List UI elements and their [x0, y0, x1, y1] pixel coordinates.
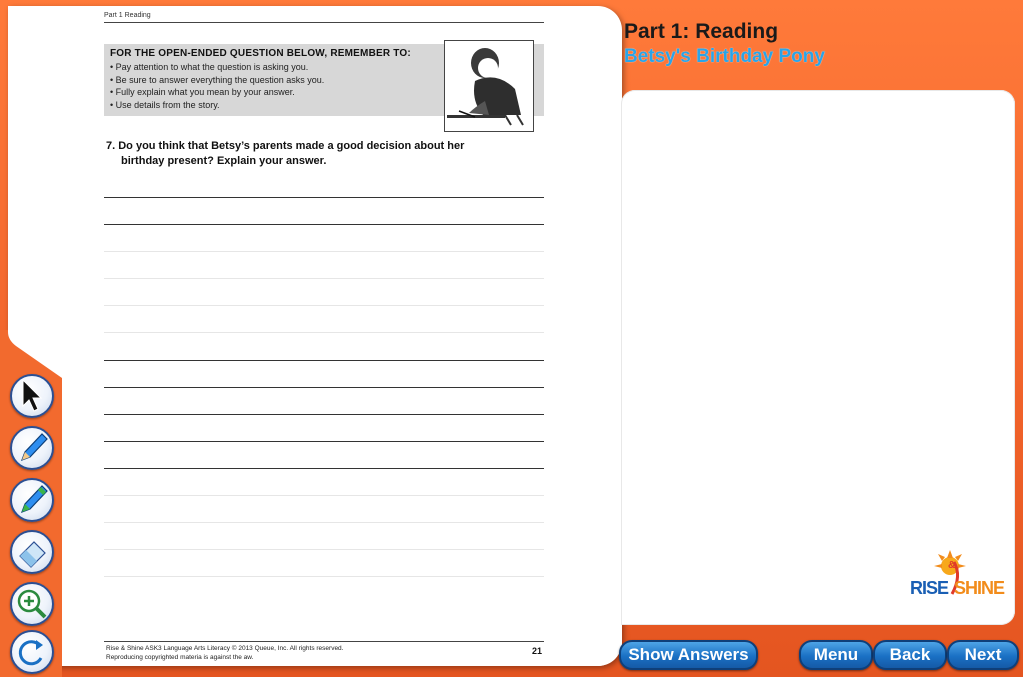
answer-line	[104, 441, 544, 442]
answer-panel	[621, 90, 1015, 625]
question-text-line2: birthday present? Explain your answer.	[121, 155, 327, 167]
answer-line	[104, 522, 544, 523]
answer-line	[104, 305, 544, 306]
answer-line	[104, 224, 544, 225]
answer-line	[104, 197, 544, 198]
logo-shine: SHINE	[954, 578, 1005, 598]
pen-tool-blue[interactable]	[10, 426, 54, 470]
footer-divider	[104, 641, 544, 642]
answer-line	[104, 468, 544, 469]
answer-line	[104, 360, 544, 361]
student-writing-illustration	[444, 40, 534, 132]
back-button[interactable]: Back	[873, 640, 947, 670]
show-answers-button[interactable]: Show Answers	[619, 640, 758, 670]
footer-notice: Reproducing copyrighted materia is against the aw.	[106, 654, 254, 661]
pointer-tool[interactable]	[10, 374, 54, 418]
next-button[interactable]: Next	[947, 640, 1019, 670]
logo-amp: &	[948, 560, 956, 571]
zoom-tool[interactable]	[10, 582, 54, 626]
reminder-item: • Use details from the story.	[110, 99, 324, 112]
menu-button[interactable]: Menu	[799, 640, 873, 670]
eraser-tool[interactable]	[10, 530, 54, 574]
refresh-icon	[12, 632, 52, 672]
reminder-list	[110, 61, 324, 111]
reminder-item: • Pay attention to what the question is asking you.	[110, 61, 324, 74]
answer-line	[104, 549, 544, 550]
eraser-icon	[12, 532, 52, 572]
footer-copyright: Rise & Shine ASK3 Language Arts Literacy © 2013 Queue, Inc. All rights reserved.	[106, 645, 344, 652]
answer-line	[104, 576, 544, 577]
green-pen-icon	[12, 480, 52, 520]
rise-and-shine-logo	[910, 548, 1006, 602]
header-divider	[104, 22, 544, 23]
pen-tool-green[interactable]	[10, 478, 54, 522]
page-number: 21	[532, 646, 543, 656]
answer-line	[104, 278, 544, 279]
answer-line	[104, 387, 544, 388]
logo-rise: RISE	[910, 578, 949, 598]
blue-pen-icon	[12, 428, 52, 468]
worksheet-header-label: Part 1 Reading	[104, 12, 151, 19]
refresh-tool[interactable]	[10, 630, 54, 674]
answer-line	[104, 495, 544, 496]
answer-line	[104, 414, 544, 415]
panel-subtitle: Betsy's Birthday Pony	[624, 46, 825, 67]
question-text-line1: 7. Do you think that Betsy’s parents made a good decision about her	[106, 140, 465, 152]
answer-line	[104, 251, 544, 252]
reminder-heading: FOR THE OPEN-ENDED QUESTION BELOW, REMEMBER TO:	[110, 48, 411, 59]
question-7	[106, 139, 526, 169]
page-corner-curve	[0, 320, 70, 380]
cursor-arrow-icon	[12, 376, 52, 416]
reminder-item: • Be sure to answer everything the question asks you.	[110, 74, 324, 87]
reminder-item: • Fully explain what you mean by your answer.	[110, 86, 324, 99]
zoom-in-icon	[12, 584, 52, 624]
panel-title: Part 1: Reading	[624, 20, 779, 43]
answer-line	[104, 332, 544, 333]
